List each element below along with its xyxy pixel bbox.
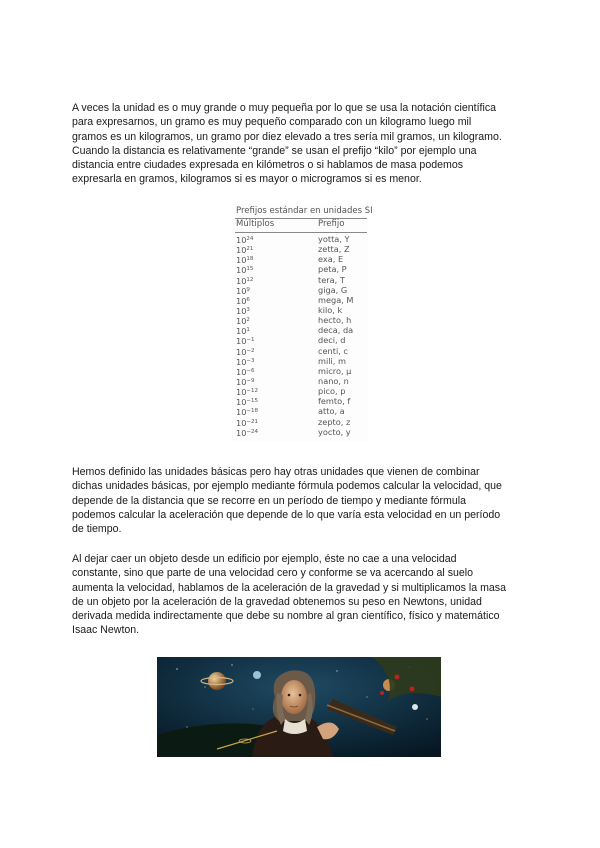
multiple-exponent: −21 [246,418,259,425]
multiple-base: 10 [236,376,247,387]
text-line: de tiempo. [72,523,122,536]
prefix-cell: yocto, y [318,426,351,437]
multiple-exponent: 2 [246,317,250,324]
multiple-exponent: 9 [246,286,250,293]
prefix-cell: deci, d [318,335,346,346]
multiple-exponent: 12 [246,276,254,283]
multiple-exponent: −18 [246,408,259,415]
prefix-cell: yotta, Y [318,234,350,244]
text-line: A veces la unidad es o muy grande o muy pequeña por lo que se usa la notación científica [72,102,497,114]
table-row [236,325,366,335]
multiple-base: 10 [236,326,247,337]
multiple-exponent: 1 [246,327,250,334]
table-row [236,417,366,427]
prefix-cell: hecto, h [318,315,352,326]
table-rule [235,232,367,233]
prefix-cell: femto, f [318,396,351,407]
multiple-base: 10 [236,407,247,418]
table-row [236,356,366,366]
multiple-base: 10 [236,275,247,286]
paragraph-gravity [72,552,528,638]
table-row [236,315,366,325]
prefix-cell: deca, da [318,325,354,336]
multiple-base: 10 [236,366,247,377]
text-line: Isaac Newton. [72,624,140,637]
multiple-exponent: −2 [246,347,255,354]
multiple-cell [236,427,258,438]
multiple-exponent: −3 [246,357,255,364]
multiple-exponent: −9 [246,377,255,384]
header-multiples: Múltiplos [236,219,275,229]
prefix-cell: nano, n [318,375,349,386]
table-body [236,234,366,437]
text-line: constante, sino que parte de una velocidad cero y conforme se va acercando al suelo [72,567,474,580]
text-line: gramos es un kilogramos, un gramo por diez elevado a tres sería mil gramos, un kilogramo. [72,130,502,143]
multiple-exponent: 24 [246,236,254,242]
multiple-base: 10 [236,346,247,357]
multiple-exponent: 6 [246,296,250,303]
table-row [236,427,366,437]
multiple-exponent: 15 [246,266,254,273]
prefix-cell: giga, G [318,284,348,295]
text-line: depende de la distancia que se recorre en un período de tiempo y mediante fórmula [72,494,466,507]
table-row [236,285,366,295]
prefix-cell: mega, M [318,294,354,305]
text-line: derivada medida indirectamente que debe su nombre al gran científico, físico y matemático [72,610,500,623]
multiple-exponent: −15 [246,398,259,405]
text-line: dichas unidades básicas, por ejemplo mediante fórmula podemos calcular la velocidad, que [72,480,502,493]
table-title: Prefijos estándar en unidades SI [236,206,373,216]
table-row [236,396,366,406]
paragraph-scientific-notation [72,101,528,187]
prefix-cell: exa, E [318,254,344,265]
multiple-exponent: −1 [246,337,255,344]
table-row [236,234,366,244]
table-row [236,244,366,254]
multiple-base: 10 [236,305,247,316]
table-row [236,264,366,274]
si-prefix-table [232,204,373,442]
table-row [236,305,366,315]
prefix-cell: micro, µ [318,365,352,376]
table-row [236,346,366,356]
multiple-base: 10 [236,235,247,245]
header-prefix: Prefijo [318,219,345,229]
prefix-cell: zetta, Z [318,244,350,255]
text-line: Cuando la distancia es relativamente “grande” se usan el prefijo “kilo” por ejemplo una [72,144,477,157]
prefix-cell: zepto, z [318,416,351,427]
table-row [236,406,366,416]
table-row [236,295,366,305]
multiple-base: 10 [236,295,247,306]
multiple-exponent: 18 [246,256,254,263]
text-line: distancia entre ciudades expresada en kilómetros o si hablamos de masa podemos [72,159,464,172]
table-row [236,366,366,376]
table-row [236,275,366,285]
text-line: podemos calcular la aceleración que depende de lo que varía esta velocidad en un período [72,508,501,521]
table-row [236,254,366,264]
multiple-base: 10 [236,265,247,276]
multiple-base: 10 [236,285,247,296]
table-row [236,376,366,386]
text-line: de un objeto por la aceleración de la gravedad obtenemos su peso en Newtons, unidad [72,595,482,608]
multiple-base: 10 [236,427,247,438]
table-row [236,386,366,396]
multiple-exponent: 21 [246,246,254,253]
text-line: aumenta la velocidad, hablamos de la aceleración de la gravedad y si multiplicamos la masa [72,581,506,594]
text-line: expresarla en gramos, kilogramos si es mayor o microgramos si es menor. [72,173,422,186]
prefix-cell: pico, p [318,386,346,397]
multiple-base: 10 [236,417,247,428]
text-line: Hemos definido las unidades básicas pero hay otras unidades que vienen de combinar [72,466,480,478]
table-row [236,335,366,345]
multiple-base: 10 [236,245,247,256]
multiple-base: 10 [236,356,247,367]
prefix-cell: centi, c [318,345,348,356]
multiple-base: 10 [236,316,247,327]
prefix-cell: mili, m [318,355,346,366]
prefix-cell: atto, a [318,406,345,417]
multiple-exponent: −6 [246,367,255,374]
prefix-cell: peta, P [318,264,347,275]
isaac-newton-illustration [157,657,441,757]
multiple-base: 10 [236,255,247,266]
prefix-cell: tera, T [318,274,345,285]
multiple-base: 10 [236,397,247,408]
text-line: para expresarnos, un gramo es muy pequeño comparado con un kilogramo luego mil [72,116,472,129]
prefix-cell: kilo, k [318,304,343,315]
multiple-exponent: −24 [246,428,259,435]
multiple-base: 10 [236,336,247,347]
newton-space-scene [157,657,441,757]
multiple-base: 10 [236,387,247,398]
text-line: Al dejar caer un objeto desde un edificio por ejemplo, éste no cae a una velocidad [72,553,457,565]
multiple-exponent: 3 [246,306,250,313]
paragraph-derived-units [72,465,528,536]
multiple-exponent: −12 [246,388,259,395]
